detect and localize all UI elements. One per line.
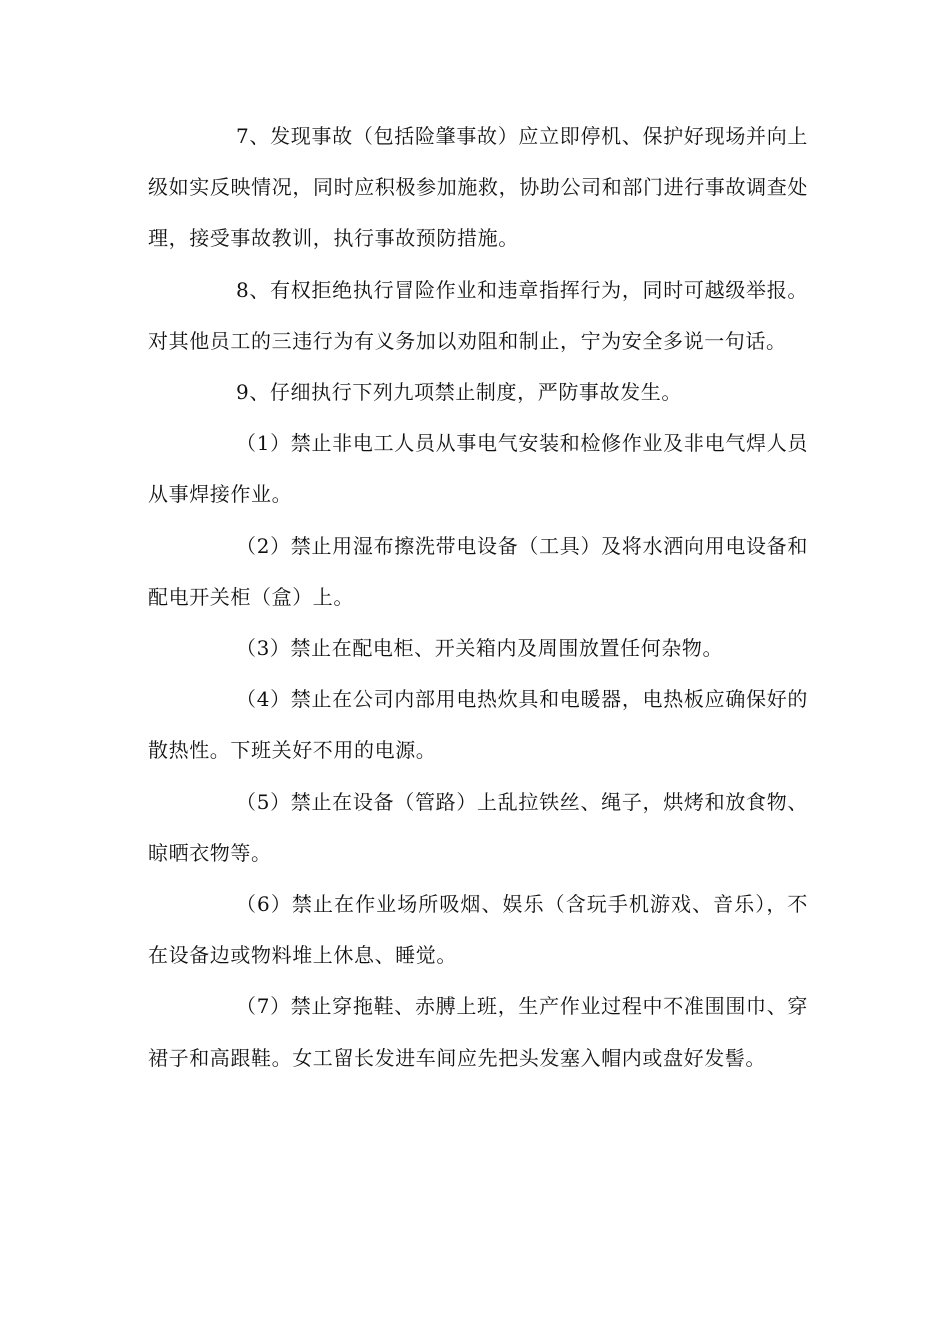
rule-item-3: （3）禁止在配电柜、开关箱内及周围放置任何杂物。 bbox=[236, 636, 724, 661]
rule-item-1: （1）禁止非电工人员从事电气安装和检修作业及非电气焊人员从事焊接作业。 bbox=[148, 431, 808, 507]
paragraph-8: 8、有权拒绝执行冒险作业和违章指挥行为，同时可越级举报。对其他员工的三违行为有义务加以劝阻和制止，宁为安全多说一句话。 bbox=[148, 277, 808, 353]
paragraph-9: 9、仔细执行下列九项禁止制度，严防事故发生。 bbox=[236, 380, 682, 405]
rule-item-5: （5）禁止在设备（管路）上乱拉铁丝、绳子，烘烤和放食物、晾晒衣物等。 bbox=[148, 789, 808, 865]
rule-item-7: （7）禁止穿拖鞋、赤膊上班，生产作业过程中不准围围巾、穿裙子和高跟鞋。女工留长发进车间应先把头发塞入帽内或盘好发髻。 bbox=[148, 994, 808, 1070]
rule-item-4: （4）禁止在公司内部用电热炊具和电暖器，电热板应确保好的散热性。下班关好不用的电源。 bbox=[148, 687, 808, 763]
rule-item-6: （6）禁止在作业场所吸烟、娱乐（含玩手机游戏、音乐），不在设备边或物料堆上休息、睡觉。 bbox=[148, 892, 808, 968]
document-body bbox=[148, 111, 808, 1084]
paragraph-7: 7、发现事故（包括险肇事故）应立即停机、保护好现场并向上级如实反映情况，同时应积极参加施救，协助公司和部门进行事故调查处理，接受事故教训，执行事故预防措施。 bbox=[148, 124, 808, 251]
rule-item-2: （2）禁止用湿布擦洗带电设备（工具）及将水洒向用电设备和配电开关柜（盒）上。 bbox=[148, 533, 808, 609]
